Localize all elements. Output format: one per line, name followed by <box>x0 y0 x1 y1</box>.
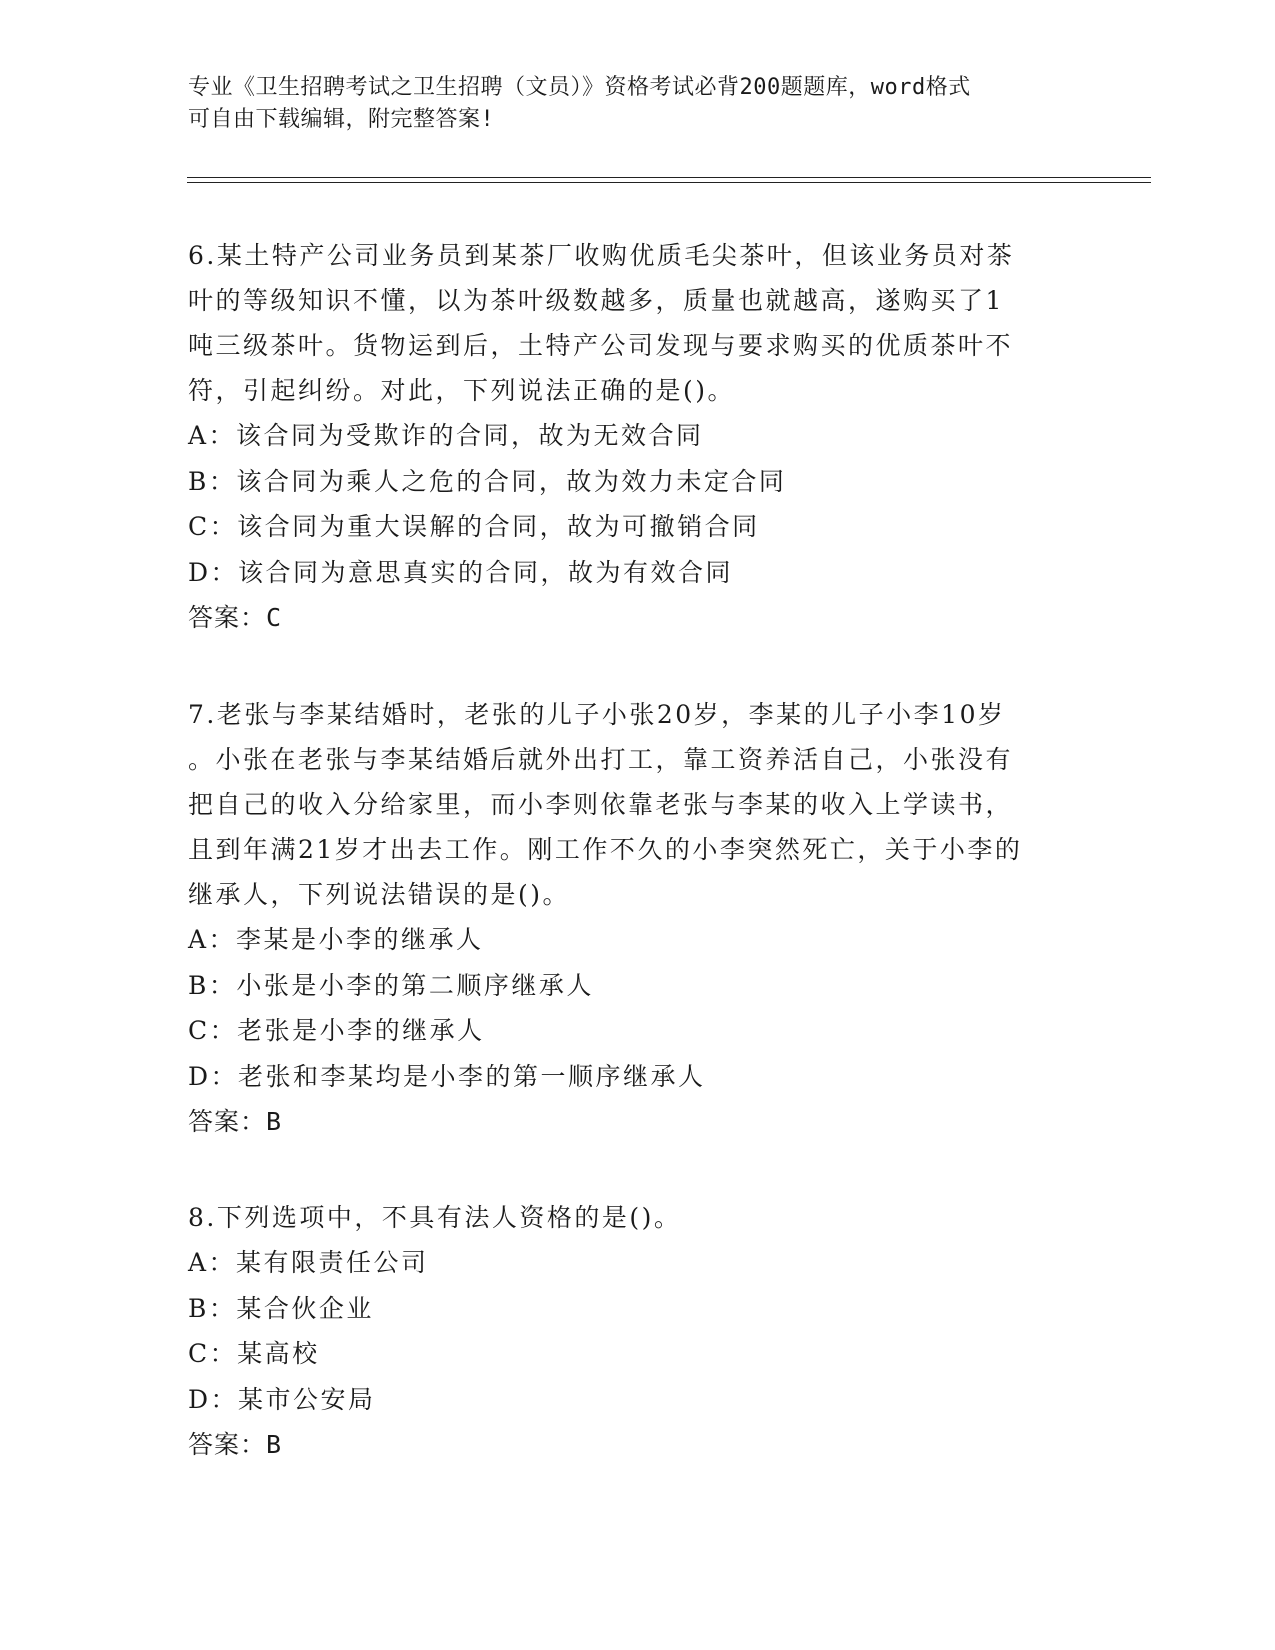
option-d: D：该合同为意思真实的合同，故为有效合同 <box>188 557 734 587</box>
stem-line: 8.下列选项中，不具有法人资格的是()。 <box>188 1203 682 1232</box>
question-stem <box>188 1195 1088 1240</box>
stem-line: 把自己的收入分给家里，而小李则依靠老张与李某的收入上学读书， <box>188 790 1014 819</box>
stem-line: 吨三级茶叶。货物运到后，土特产公司发现与要求购买的优质茶叶不 <box>188 331 1014 360</box>
header-line: 专业《卫生招聘考试之卫生招聘（文员）》资格考试必背200题题库，word格式 <box>188 75 971 100</box>
option-a: A：某有限责任公司 <box>188 1248 429 1277</box>
answer: 答案：C <box>188 603 283 632</box>
question-stem <box>188 233 1088 413</box>
document-header <box>188 72 1088 136</box>
header-divider-bottom <box>187 182 1151 183</box>
option-c: C：老张是小李的继承人 <box>188 1016 485 1045</box>
option-b: B：小张是小李的第二顺序继承人 <box>188 970 594 1000</box>
stem-line: 继承人，下列说法错误的是()。 <box>188 880 571 909</box>
option-d: D：老张和李某均是小李的第一顺序继承人 <box>188 1061 706 1091</box>
question-stem <box>188 692 1088 917</box>
header-divider-top <box>187 177 1151 178</box>
stem-line: 。小张在老张与李某结婚后就外出打工，靠工资养活自己，小张没有 <box>188 745 1014 774</box>
option-b: B：该合同为乘人之危的合同，故为效力未定合同 <box>188 466 787 496</box>
option-d: D：某市公安局 <box>188 1384 376 1414</box>
question-8 <box>188 1195 1088 1468</box>
option-a: A：该合同为受欺诈的合同，故为无效合同 <box>188 421 704 450</box>
stem-line: 叶的等级知识不懂，以为茶叶级数越多，质量也就越高，遂购买了1 <box>188 286 1004 315</box>
stem-line: 符，引起纠纷。对此，下列说法正确的是()。 <box>188 376 736 405</box>
option-c: C：该合同为重大误解的合同，故为可撤销合同 <box>188 512 760 541</box>
header-line: 可自由下载编辑，附完整答案! <box>188 107 495 132</box>
option-a: A：李某是小李的继承人 <box>188 925 484 954</box>
answer: 答案：B <box>188 1430 283 1459</box>
stem-line: 且到年满21岁才出去工作。刚工作不久的小李突然死亡，关于小李的 <box>188 835 1023 864</box>
option-c: C：某高校 <box>188 1339 320 1368</box>
answer: 答案：B <box>188 1107 283 1136</box>
stem-line: 6.某土特产公司业务员到某茶厂收购优质毛尖茶叶，但该业务员对茶 <box>188 241 1015 270</box>
option-b: B：某合伙企业 <box>188 1293 374 1323</box>
question-7 <box>188 692 1088 1145</box>
stem-line: 7.老张与李某结婚时，老张的儿子小张20岁，李某的儿子小李10岁 <box>188 700 1006 729</box>
question-6 <box>188 233 1088 641</box>
